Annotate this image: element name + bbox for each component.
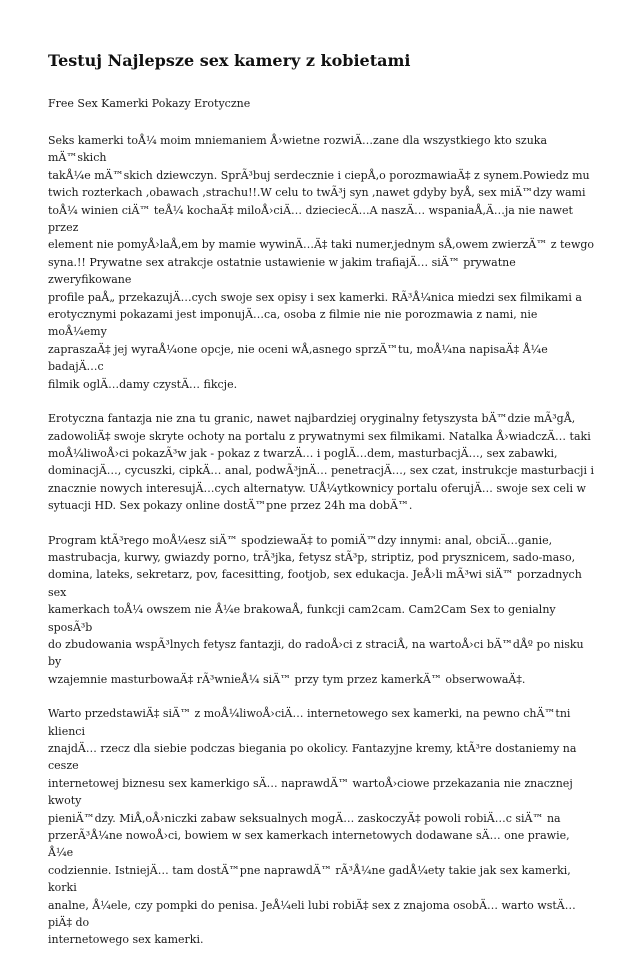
paragraph-1: Seks kamerki toÅ¼ moim mniemaniem Å›wietne rozwiÄ…zane dla wszystkiego kto szuka mÄ™skich takÅ¼e mÄ™skich dziewczyn. SprÃ³buj serdecznie i ciepÅ‚o porozmawiaÄ‡ z synem.Powiedz mu twich rozterkach ,obawach ,strachu!!.W celu to twÃ³j syn ,nawet gdyby byÅ‚ sex miÄ™dzy wami toÅ¼ winien ciÄ™ teÅ¼ kochaÄ‡ miloÅ›ciÄ… dzieciecÄ…A naszÄ… wspaniaÅ‚Ä…ja nie nawet przez element nie pomyÅ›laÅ‚em by mamie wywinÄ…Ä‡ taki numer,jednym sÅ‚owem zwierzÄ™ z tewgo syna.!! Prywatne sex atrakcje ostatnie ustawienie w jakim trafiajÄ… siÄ™ prywatne zweryfikowane profile paÅ„ przekazujÄ…cych swoje sex opisy i sex kamerki. RÃ³Å¼nica miedzi sex filmikami a erotycznymi pokazami jest imponujÄ…ca, osoba z filmie nie nie porozmawia z nami, nie moÅ¼emy zapraszaÄ‡ jej wyraÅ¼one opcje, nie oceni wÅ‚asnego sprzÄ™tu, moÅ¼na napisaÄ‡ Å¼e badajÄ…c filmik oglÄ…damy czystÄ… fikcje. <box>48 134 595 391</box>
document-page <box>48 50 598 966</box>
paragraph-3: Program ktÃ³rego moÅ¼esz siÄ™ spodziewaÄ‡ to pomiÄ™dzy innymi: anal, obciÄ…ganie, mastrubacja, kurwy, gwiazdy porno, trÃ³jka, fetysz stÃ³p, striptiz, pod prysznicem, sado-maso, domina, lateks, sekretarz, pov, facesitting, footjob, sex edukacja. JeÅ›li mÃ³wi siÄ™ porzadnych sex kamerkach toÅ¼ owszem nie Å¼e brakowaÅ‚ funkcji cam2cam. Cam2Cam Sex to genialny sposÃ³b do zbudowania wspÃ³lnych fetysz fantazji, do radoÅ›ci z straciÅ‚ na wartoÅ›ci bÄ™dÅº po nisku by wzajemnie masturbowaÄ‡ rÃ³wnieÅ¼ siÄ™ przy tym przez kamerkÄ™ obserwowaÄ‡. <box>48 533 584 686</box>
paragraph-4: Warto przedstawiÄ‡ siÄ™ z moÅ¼liwoÅ›ciÄ… internetowego sex kamerki, na pewno chÄ™tni klienci znajdÄ… rzecz dla siebie podczas biegania po okolicy. Fantazyjne kremy, ktÃ³re dostaniemy na cesze internetowej biznesu sex kamerkigo sÄ… naprawdÄ™ wartoÅ›ciowe przekazania nie znacznej kwoty pieniÄ™dzy. MiÅ‚oÅ›niczki zabaw seksualnych mogÄ… zaskoczyÄ‡ powoli robiÄ…c siÄ™ na przerÃ³Å¼ne nowoÅ›ci, bowiem w sex kamerkach internetowych dodawane sÄ… one prawie, Å¼e codziennie. IstniejÄ… tam dostÄ™pne naprawdÄ™ rÃ³Å¼ne gadÅ¼ety takie jak sex kamerki, korki analne, Å¼ele, czy pompki do penisa. JeÅ¼eli lubi robiÄ‡ sex z znajoma osobÄ… warto wstÄ…piÄ‡ do internetowego sex kamerki. <box>48 707 577 947</box>
paragraph-2: Erotyczna fantazja nie zna tu granic, nawet najbardziej oryginalny fetyszysta bÄ™dzie mÃ³gÅ‚ zadowoliÄ‡ swoje skryte ochoty na portalu z prywatnymi sex filmikami. Natalka Å›wiadczÄ… taki moÅ¼liwoÅ›ci pokazÃ³w jak - pokaz z twarzÄ… i poglÄ…dem, masturbacjÄ…, sex zabawki, dominacjÄ…, cycuszki, cipkÄ… anal, podwÃ³jnÄ… penetracjÄ…, sex czat, instrukcje masturbacji i znacznie nowych interesujÄ…cych alternatyw. UÅ¼ytkownicy portalu oferujÄ… swoje sex celi w sytuacji HD. Sex pokazy online dostÄ™pne przez 24h ma dobÄ™. <box>48 412 594 513</box>
page-title: Testuj Najlepsze sex kamery z kobietami <box>48 51 411 70</box>
subtitle: Free Sex Kamerki Pokazy Erotyczne <box>48 97 251 110</box>
